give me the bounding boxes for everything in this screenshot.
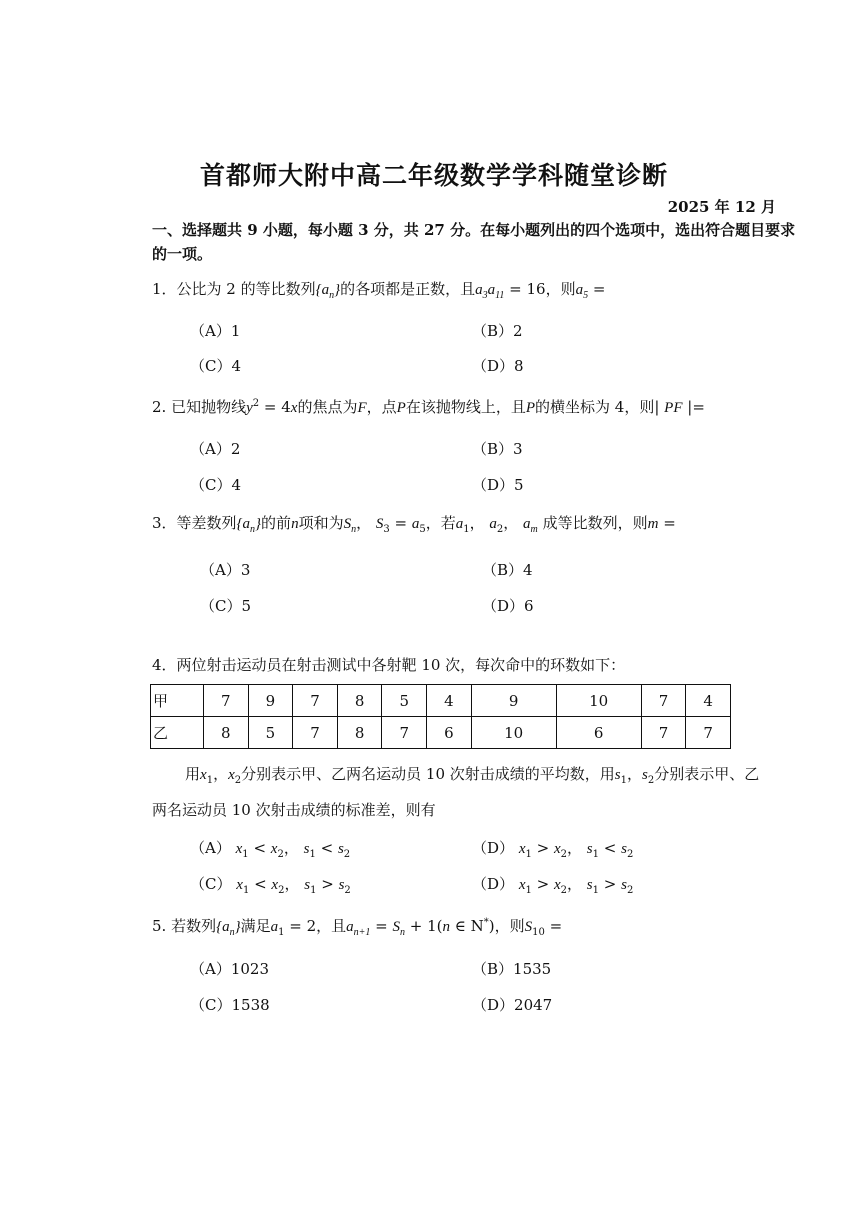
question-5-option-b: （B）1535 — [472, 960, 552, 978]
question-3-option-b: （B）4 — [482, 561, 533, 579]
question-5-option-d: （D）2047 — [472, 996, 553, 1014]
score-cell: 10 — [556, 685, 641, 717]
question-3-option-d: （D）6 — [482, 597, 534, 615]
question-4-option-c: （C） $x_1 < x_2$， $s_1 > s_2$ — [190, 875, 351, 896]
exam-title: 首都师大附中高二年级数学学科随堂诊断 — [199, 161, 668, 190]
question-3-option-a: （A）3 — [200, 561, 251, 579]
question-3-stem: 3．等差数列$\{a_n\}$的前n项和为$S_n$， $S_3 = a_5$，若$a_1$， $a_2$， $a_m$ 成等比数列，则m = — [152, 514, 676, 535]
score-cell: 6 — [427, 717, 472, 749]
score-cell: 7 — [293, 685, 338, 717]
score-cell: 7 — [641, 685, 686, 717]
score-cell: 4 — [686, 685, 731, 717]
question-1-option-c: （C）4 — [190, 357, 242, 375]
question-4-option-a: （A） $x_1 < x_2$， $s_1 < s_2$ — [190, 839, 351, 860]
section-heading: 一、选择题共 9 小题，每小题 3 分，共 27 分。在每小题列出的四个选项中，选出符合题目要求的一项。 — [152, 221, 796, 263]
question-4-paragraph-line2: 两名运动员 10 次射击成绩的标准差，则有 — [152, 801, 436, 819]
score-cell: 8 — [337, 717, 382, 749]
question-4-stem: 4．两位射击运动员在射击测试中各射靶 10 次，每次命中的环数如下： — [152, 656, 626, 674]
score-cell: 10 — [471, 717, 556, 749]
score-cell: 8 — [337, 685, 382, 717]
score-cell: 7 — [641, 717, 686, 749]
question-5-option-c: （C）1538 — [190, 996, 270, 1014]
question-5-option-a: （A）1023 — [190, 960, 270, 978]
score-cell: 9 — [248, 685, 293, 717]
table-row — [151, 685, 731, 717]
exam-date: 2025 年 12 月 — [667, 198, 776, 216]
score-cell: 4 — [427, 685, 472, 717]
question-1-stem: 1．公比为 2 的等比数列$\{a_n\}$的各项都是正数，且$a_3a_{11} = 16$，则$a_5$ = — [152, 280, 606, 301]
score-cell: 5 — [382, 685, 427, 717]
score-cell: 7 — [686, 717, 731, 749]
score-cell: 8 — [204, 717, 249, 749]
score-cell: 7 — [204, 685, 249, 717]
question-5-stem: 5. 若数列$\{a_n\}$满足$a_1 = 2$，且$a_{n+1} = S_n + 1(n$ ∈ N*)，则$S_{10}$ = — [152, 917, 563, 938]
question-2-option-a: （A）2 — [190, 440, 241, 458]
score-cell: 9 — [471, 685, 556, 717]
table-row — [151, 717, 731, 749]
shooting-scores-table — [150, 684, 731, 749]
question-2-option-c: （C）4 — [190, 476, 242, 494]
question-2-option-b: （B）3 — [472, 440, 523, 458]
score-cell: 7 — [293, 717, 338, 749]
score-cell: 5 — [248, 717, 293, 749]
question-1-option-d: （D）8 — [472, 357, 524, 375]
row-label: 甲 — [151, 685, 204, 717]
question-4-option-d-first: （D） $x_1 > x_2$， $s_1 < s_2$ — [472, 839, 634, 860]
question-4-option-d-second: （D） $x_1 > x_2$， $s_1 > s_2$ — [472, 875, 634, 896]
question-2-stem: 2. 已知抛物线$y^2 = 4x$的焦点为F，点P在该抛物线上，且P的横坐标为 4，则| PF |= — [152, 398, 705, 416]
question-1-option-a: （A）1 — [190, 322, 241, 340]
question-1-option-b: （B）2 — [472, 322, 523, 340]
row-label: 乙 — [151, 717, 204, 749]
score-cell: 7 — [382, 717, 427, 749]
question-4-paragraph-line1: 用$x_1$，$x_2$分别表示甲、乙两名运动员 10 次射击成绩的平均数，用$s_1$，$s_2$分别表示甲、乙 — [185, 765, 760, 786]
question-3-option-c: （C）5 — [200, 597, 252, 615]
question-2-option-d: （D）5 — [472, 476, 524, 494]
score-cell: 6 — [556, 717, 641, 749]
